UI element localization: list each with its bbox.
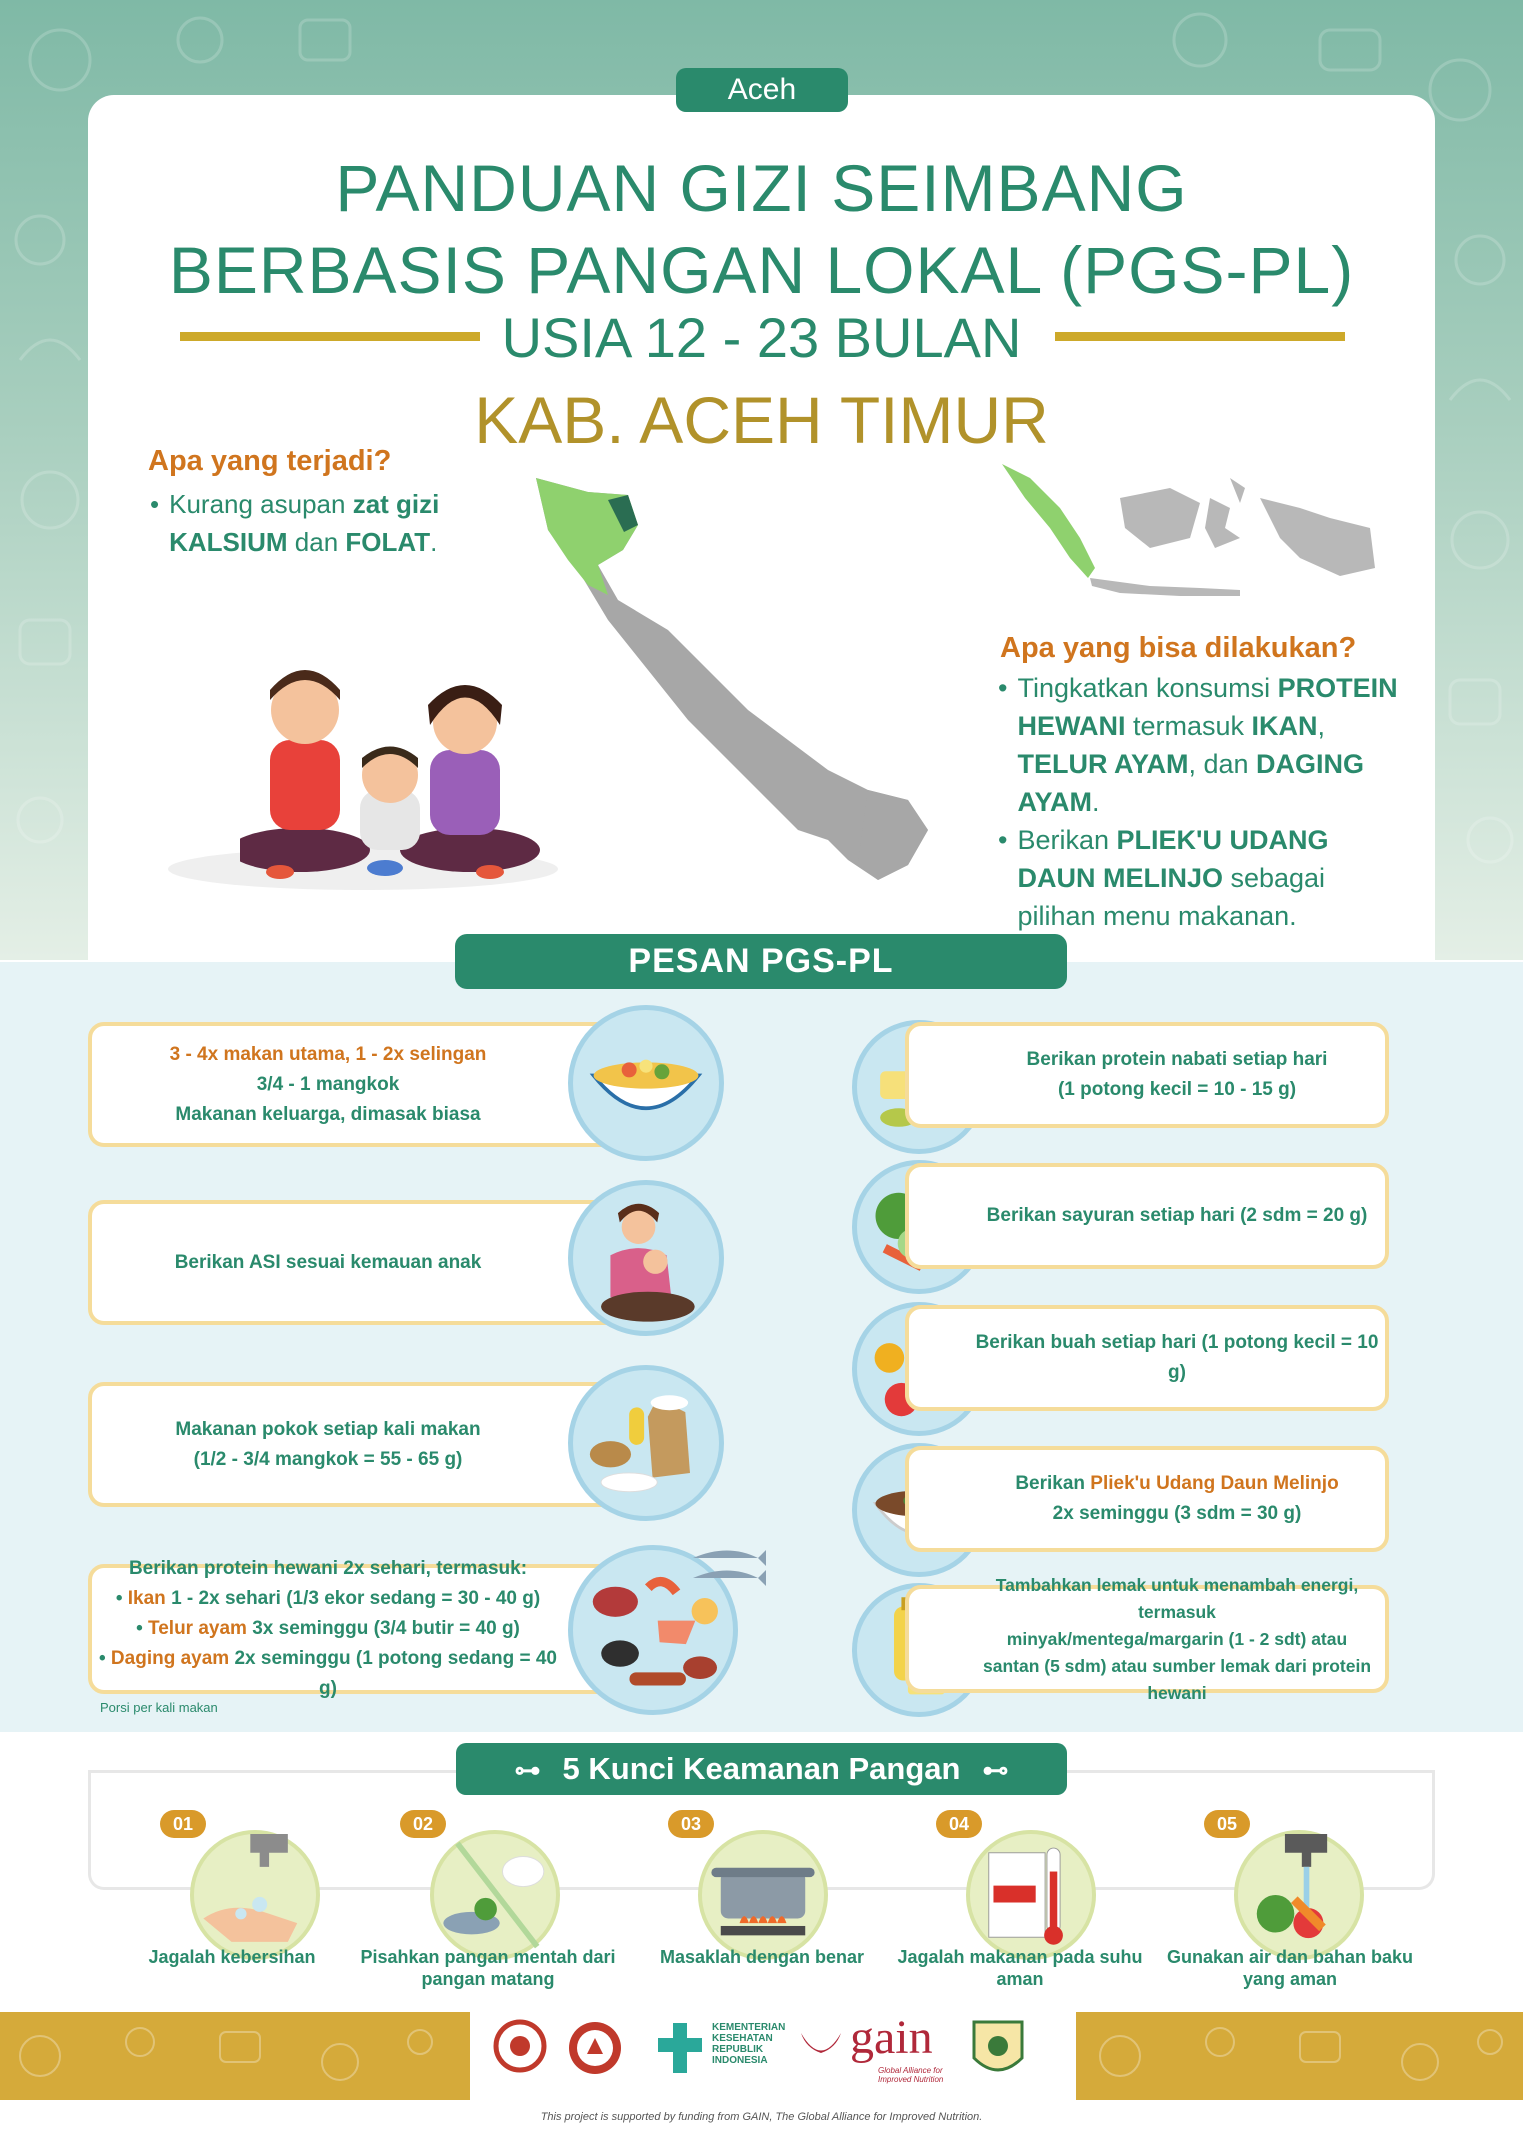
message-line: Berikan ASI sesuai kemauan anak [174, 1251, 482, 1273]
thermometer-image [966, 1830, 1096, 1960]
handwash-image [190, 1830, 320, 1960]
message-line: 2x seminggu (3 sdm = 30 g) [1052, 1503, 1302, 1524]
key-icon-right: ⊷ [982, 1755, 1009, 1785]
gain-logo-subtitle: Global Alliance for Improved Nutrition [878, 2066, 944, 2084]
message-line: Berikan sayuran setiap hari (2 sdm = 20 g) [986, 1205, 1368, 1226]
step-number: 02 [400, 1810, 446, 1838]
protein-item-telur: • Telur ayam 3x seminggu (3/4 butir = 40 g) [136, 1618, 520, 1639]
message-box-pliek [905, 1446, 1389, 1552]
step-2-label: Pisahkan pangan mentah dari pangan matang [360, 1947, 616, 1989]
todo-item-1 [998, 669, 1398, 821]
fish-icon [688, 1538, 768, 1598]
message-line: Berikan buah setiap hari (1 potong kecil = 10 g) [975, 1332, 1379, 1383]
step-1-label: Jagalah kebersihan [148, 1947, 316, 1967]
message-line: (1 potong kecil = 10 - 15 g) [1057, 1079, 1297, 1100]
step-3-label: Masaklah dengan benar [659, 1947, 865, 1967]
university-logo-icon [565, 2018, 625, 2078]
safe-water-image [1234, 1830, 1364, 1960]
step-number: 04 [936, 1810, 982, 1838]
step-number: 03 [668, 1810, 714, 1838]
happening-list [150, 485, 480, 561]
soup-bowl-image [568, 1005, 724, 1161]
protein-item-ikan: • Ikan 1 - 2x sehari (1/3 ekor sedang = 30 - 40 g) [115, 1588, 541, 1609]
indonesia-inset-map [1000, 458, 1380, 618]
staple-icon [573, 1370, 719, 1516]
bullet-icon: • [150, 489, 160, 519]
message-line: 3 - 4x makan utama, 1 - 2x selingan [169, 1043, 487, 1065]
main-title-line1: PANDUAN GIZI SEIMBANG [335, 151, 1188, 225]
message-line: minyak/mentega/margarin (1 - 2 sdt) atau [1006, 1628, 1348, 1649]
bowl-icon [573, 1010, 719, 1156]
gain-logo-icon [796, 2018, 846, 2068]
step-number: 05 [1204, 1810, 1250, 1838]
message-box-staple [88, 1382, 648, 1507]
message-line: Makanan pokok setiap kali makan [175, 1418, 481, 1440]
message-line: 3/4 - 1 mangkok [256, 1073, 400, 1095]
happening-item [150, 485, 480, 561]
separate-food-image [430, 1830, 560, 1960]
message-line: (1/2 - 3/4 mangkok = 55 - 65 g) [193, 1448, 463, 1470]
footer-funding-note: This project is supported by funding from GAIN, The Global Alliance for Improved Nutrition. [540, 2111, 983, 2123]
pesan-header: PESAN PGS-PL [455, 934, 1067, 989]
thermometer-icon [970, 1834, 1092, 1956]
key-icon-left: ⊶ [514, 1755, 541, 1785]
portion-note: Porsi per kali makan [100, 1700, 218, 1715]
message-box-asi [88, 1200, 648, 1325]
age-subtitle: USIA 12 - 23 BULAN [501, 306, 1022, 369]
todo-title: Apa yang bisa dilakukan? [1000, 632, 1357, 664]
bullet-icon: • [998, 673, 1008, 703]
message-box-meals [88, 1022, 648, 1147]
cooking-pot-icon [702, 1834, 824, 1956]
message-line: Berikan Pliek'u Udang Daun Melinjo [1015, 1473, 1339, 1494]
todo-list [998, 669, 1398, 935]
staple-food-image [568, 1365, 724, 1521]
happening-text: Kurang asupan zat gizi KALSIUM dan FOLAT. [169, 489, 440, 557]
stikes-logo-icon [492, 2018, 548, 2074]
district-title: KAB. ACEH TIMUR [474, 383, 1049, 457]
region-tag: Aceh [676, 68, 848, 112]
message-line: Makanan keluarga, dimasak biasa [175, 1103, 481, 1125]
mother-icon [573, 1185, 719, 1331]
family-illustration [240, 650, 540, 890]
step-5-label: Gunakan air dan bahan baku yang aman [1166, 1947, 1414, 1989]
gain-logo-text: gain [850, 2011, 933, 2064]
todo-text-2: Berikan PLIEK'U UDANG DAUN MELINJO sebagai pilihan menu makanan. [1017, 825, 1329, 931]
message-box-plant-protein [905, 1022, 1389, 1128]
step-number: 01 [160, 1810, 206, 1838]
aceh-timur-seal-icon [968, 2018, 1028, 2082]
handwash-icon [194, 1834, 316, 1956]
faucet-vegetables-icon [1238, 1834, 1360, 1956]
sumatra-map [528, 470, 998, 890]
message-line: Berikan protein nabati setiap hari [1026, 1049, 1328, 1070]
protein-intro: Berikan protein hewani 2x sehari, termasuk: [128, 1558, 528, 1579]
separate-food-icon [434, 1834, 556, 1956]
message-box-vegetables [905, 1163, 1389, 1269]
kemenkes-logo-text: KEMENTERIAN KESEHATAN REPUBLIK INDONESIA [712, 2022, 786, 2066]
message-box-fat [905, 1574, 1389, 1703]
message-box-fruit [905, 1305, 1389, 1411]
message-line: Tambahkan lemak untuk menambah energi, termasuk [995, 1574, 1359, 1622]
kunci-header: ⊶ 5 Kunci Keamanan Pangan ⊷ [456, 1743, 1067, 1795]
step-4-label: Jagalah makanan pada suhu aman [897, 1947, 1143, 1989]
happening-title: Apa yang terjadi? [148, 445, 392, 477]
protein-item-daging: • Daging ayam 2x seminggu (1 potong sedang = 40 g) [98, 1648, 558, 1699]
cooking-pot-image [698, 1830, 828, 1960]
message-line: santan (5 sdm) atau sumber lemak dari protein hewani [982, 1655, 1372, 1703]
bullet-icon: • [998, 825, 1008, 855]
todo-item-2 [998, 821, 1398, 935]
main-title-line2: BERBASIS PANGAN LOKAL (PGS-PL) [168, 233, 1355, 307]
kemenkes-logo-icon [655, 2018, 705, 2078]
message-box-protein-hewani [88, 1558, 648, 1699]
todo-text-1: Tingkatkan konsumsi PROTEIN HEWANI termasuk IKAN, TELUR AYAM, dan DAGING AYAM. [1017, 673, 1398, 817]
breastfeeding-image [568, 1180, 724, 1336]
